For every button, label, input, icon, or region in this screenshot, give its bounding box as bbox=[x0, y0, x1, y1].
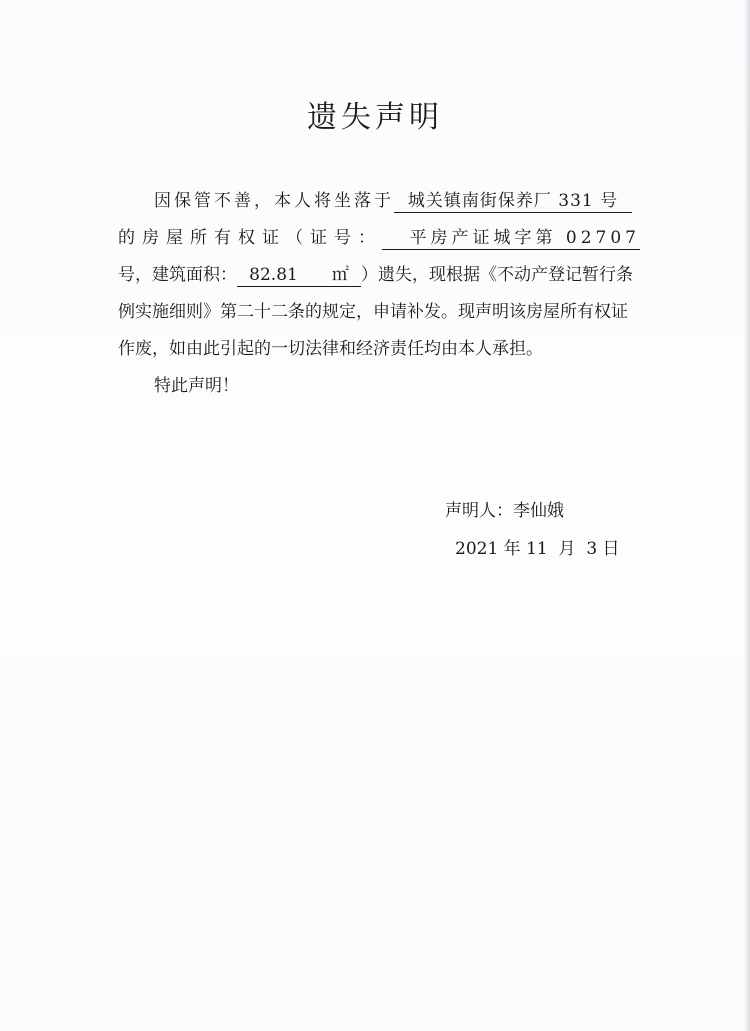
statement-body bbox=[118, 183, 638, 405]
body-line-1-text: 因保管不善，本人将坐落于 bbox=[154, 191, 394, 211]
body-line-4: 例实施细则》第二十二条的规定，申请补发。现声明该房屋所有权证 bbox=[118, 302, 628, 322]
area-value: 82.81 bbox=[249, 265, 298, 285]
address-field: 城关镇南街保养厂 331 号 bbox=[394, 190, 632, 213]
statement-date: 2021 年 11 月 3 日 bbox=[455, 539, 620, 559]
body-line-2 bbox=[118, 220, 638, 257]
body-line-5: 作废，如由此引起的一切法律和经济责任均由本人承担。 bbox=[118, 339, 543, 359]
signature-name: 李仙娥 bbox=[513, 501, 564, 521]
body-line-6: 特此声明！ bbox=[154, 376, 239, 396]
body-line-3-text-b: ）遗失，现根据《不动产登记暂行条 bbox=[361, 265, 633, 285]
body-line-3-text-a: 号，建筑面积： bbox=[118, 265, 237, 285]
body-line-2-text: 的房屋所有权证（证号： bbox=[118, 228, 382, 248]
signature-line bbox=[445, 493, 564, 529]
page-edge-shadow bbox=[744, 0, 750, 1031]
area-field bbox=[237, 264, 361, 287]
signature-label: 声明人： bbox=[445, 501, 513, 521]
area-unit: ㎡ bbox=[331, 265, 349, 285]
body-line-3 bbox=[118, 257, 638, 294]
document-title: 遗失声明 bbox=[307, 100, 443, 135]
cert-number-field: 平房产证城字第 02707 bbox=[382, 227, 640, 250]
body-line-1 bbox=[118, 183, 638, 220]
